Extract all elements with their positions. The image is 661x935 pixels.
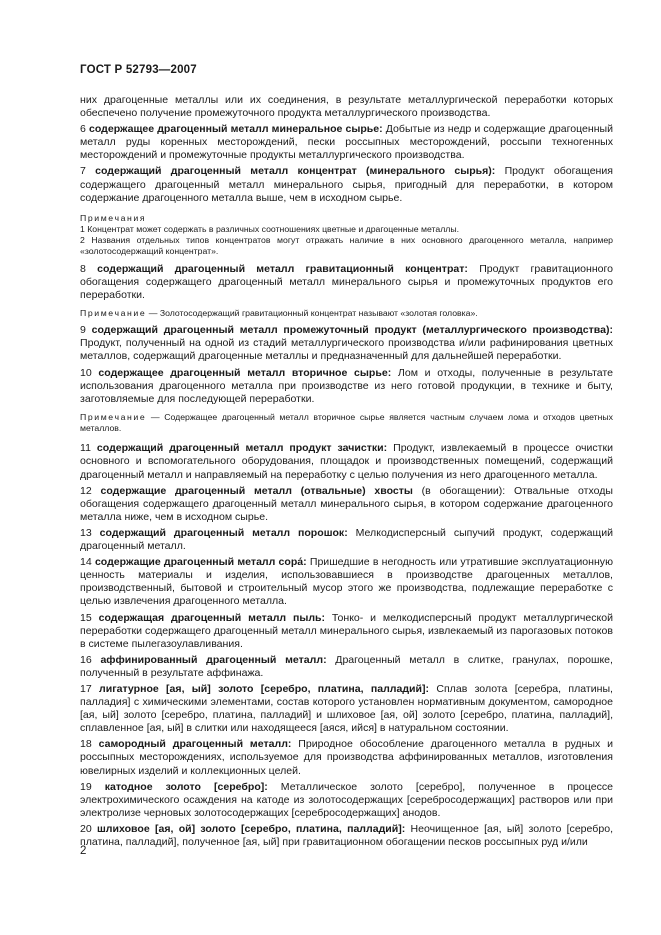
note-block bbox=[80, 308, 613, 319]
term-definition: (в обогащении): Отвальные отходы обогащения содержащего драгоценный металл минерального сырья, в котором содержание драгоценного металла ниже, чем в исходном сырье. bbox=[80, 484, 613, 523]
term-title: аффинированный драгоценный металл: bbox=[100, 653, 327, 666]
document-body bbox=[80, 94, 613, 852]
term-entry bbox=[80, 442, 613, 481]
term-number: 11 bbox=[80, 442, 91, 455]
term-definition: Продукт, полученный на одной из стадий металлургического производства и/или рафинирования цветных металлов, содержащий драгоценные металлы и предназначенный для дальнейшей переработки. bbox=[80, 337, 613, 363]
term-number: 14 bbox=[80, 556, 92, 569]
term-number: 9 bbox=[80, 324, 86, 337]
term-entry bbox=[80, 781, 613, 820]
term-title: содержащий драгоценный металл продукт зачистки: bbox=[96, 442, 388, 455]
term-number: 15 bbox=[80, 611, 92, 624]
note-text: — Золотосодержащий гравитационный концентрат называют «золотая головка». bbox=[148, 307, 478, 318]
term-number: 10 bbox=[80, 366, 92, 379]
page-number: 2 bbox=[80, 845, 87, 857]
intro-paragraph: них драгоценные металлы или их соединения, в результате металлургической переработки которых обеспечено получение промежуточного продукта металлургического производства. bbox=[80, 94, 613, 120]
term-title: катодное золото [серебро]: bbox=[104, 780, 268, 793]
term-entry bbox=[80, 556, 613, 608]
term-entry bbox=[80, 612, 613, 651]
term-definition: Продукт гравитационного обогащения содержащего драгоценный металл минерального сырья и промежуточных продуктов его переработки. bbox=[80, 262, 613, 301]
note-line bbox=[80, 412, 613, 435]
term-definition: Металлическое золото [серебро], полученное в процессе электрохимического осаждения на катоде из золотосодержащих [серебросодержащих] растворов или при электролизе черновых золотосодержащих [серебросодержащих] анодов. bbox=[80, 780, 613, 819]
term-definition: Продукт, извлекаемый в процессе очистки основного и вспомогательного оборудования, площадок и производственных помещений, содержащий драгоценный металл и направляемый на переработку с целью получения из него драгоценного металла. bbox=[80, 442, 613, 481]
note-line: 1 Концентрат может содержать в различных соотношениях цветные и драгоценные металлы. bbox=[80, 223, 460, 234]
term-number: 16 bbox=[80, 653, 92, 666]
term-number: 7 bbox=[80, 165, 86, 178]
note-label: Примечание bbox=[80, 307, 147, 318]
notes-block bbox=[80, 213, 613, 258]
term-entry bbox=[80, 527, 613, 553]
term-number: 19 bbox=[80, 780, 92, 793]
document-header: ГОСТ Р 52793—2007 bbox=[80, 64, 197, 76]
term-definition: Тонко- и мелкодисперсный продукт металлургической переработки содержащего драгоценный металл минерального сырья, извлекаемый из парогазовых потоков в системе пылегазоулавливания. bbox=[80, 611, 613, 650]
term-entry bbox=[80, 165, 613, 204]
term-entry bbox=[80, 683, 613, 735]
term-entry bbox=[80, 823, 613, 849]
term-title: содержащее драгоценный металл вторичное сырье: bbox=[98, 366, 392, 379]
term-title: содержащий драгоценный металл концентрат (минерального сырья): bbox=[95, 165, 496, 178]
term-definition: Драгоценный металл в слитке, гранулах, порошке, полученный в результате аффинажа. bbox=[80, 653, 613, 679]
term-definition: Лом и отходы, полученные в результате использования драгоценного металла при производстве из него готовой продукции, в технике и быту, заготовляемые для последующей переработки. bbox=[80, 366, 613, 405]
term-entry bbox=[80, 263, 613, 302]
term-title: шлиховое [ая, ой] золото [серебро, платина, палладий]: bbox=[97, 822, 406, 835]
note-label: Примечание bbox=[80, 411, 147, 422]
note-line bbox=[80, 308, 613, 319]
term-entry bbox=[80, 738, 613, 777]
term-entry bbox=[80, 654, 613, 680]
term-title: содержащий драгоценный металл промежуточный продукт (металлургического производства): bbox=[91, 324, 613, 337]
term-number: 20 bbox=[80, 822, 92, 835]
term-entry bbox=[80, 485, 613, 524]
term-number: 17 bbox=[80, 682, 92, 695]
term-definition: Сплав золота [серебра, платины, палладия] с химическими элементами, состав которого установлен нормативным документом, самородное [ая, ый] золото [серебро, платина, палладий] и шлиховое [ая, ой] золото [серебро, платина, палладий], сплавленное [ая, ый] в слитки или находящееся [аяся, ийся] в натуральном состоянии. bbox=[80, 682, 613, 735]
term-title: содержащее драгоценный металл минеральное сырье: bbox=[88, 123, 383, 136]
notes-heading: Примечания bbox=[80, 212, 147, 223]
term-number: 6 bbox=[80, 123, 86, 136]
term-title: лигатурное [ая, ый] золото [серебро, платина, палладий]: bbox=[99, 682, 430, 695]
term-definition: Пришедшие в негодность или утратившие эксплуатационную ценность материалы и изделия, использовавшиеся в производстве драгоценных металлов, производственный, бытовой и строительный мусор этого же производства, подлежащие переработке с целью извлечения драгоценного металла. bbox=[80, 556, 613, 608]
term-title: содержащие драгоценный металл сора́: bbox=[94, 556, 307, 569]
note-line: 2 Названия отдельных типов концентратов могут отражать наличие в них основного драгоценного металла, например «золотосодержащий концентрат». bbox=[80, 235, 613, 257]
term-entry bbox=[80, 367, 613, 406]
note-block bbox=[80, 412, 613, 435]
term-number: 13 bbox=[80, 526, 92, 539]
term-number: 18 bbox=[80, 738, 92, 751]
term-title: содержащие драгоценный металл (отвальные) хвосты bbox=[100, 484, 413, 497]
term-title: содержащий драгоценный металл гравитационный концентрат: bbox=[97, 262, 468, 275]
term-title: содержащий драгоценный металл порошок: bbox=[99, 526, 348, 539]
term-title: содержащая драгоценный металл пыль: bbox=[98, 611, 326, 624]
term-entry bbox=[80, 123, 613, 162]
term-definition: Природное обособление драгоценного металла в рудных и россыпных месторождениях, используемое для производства аффинированных металлов, изготовления ювелирных изделий и коллекционных целей. bbox=[80, 738, 613, 777]
term-entry bbox=[80, 324, 613, 363]
term-definition: Добытые из недр и содержащие драгоценный металл руды коренных месторождений, пески россыпных месторождений, россыпи техногенных месторождений и промежуточные продукты металлургического производства. bbox=[80, 123, 613, 162]
term-definition: Мелкодисперсный сыпучий продукт, содержащий драгоценный металл. bbox=[80, 526, 614, 553]
term-number: 12 bbox=[80, 484, 92, 497]
note-text: — Содержащее драгоценный металл вторичное сырье является частным случаем лома и отходов цветных металлов. bbox=[80, 411, 613, 434]
term-title: самородный драгоценный металл: bbox=[98, 738, 292, 751]
term-number: 8 bbox=[80, 262, 86, 275]
terms-list bbox=[80, 442, 613, 849]
term-definition: Продукт обогащения содержащего драгоценный металл минерального сырья, пригодный для переработки, в котором содержание драгоценного металла выше, чем в исходном сырье. bbox=[80, 165, 613, 204]
term-definition: Неочищенное [ая, ый] золото [серебро, платина, палладий], полученное [ая, ый] при гравитационном обогащении песков россыпных руд и/или bbox=[80, 822, 613, 848]
